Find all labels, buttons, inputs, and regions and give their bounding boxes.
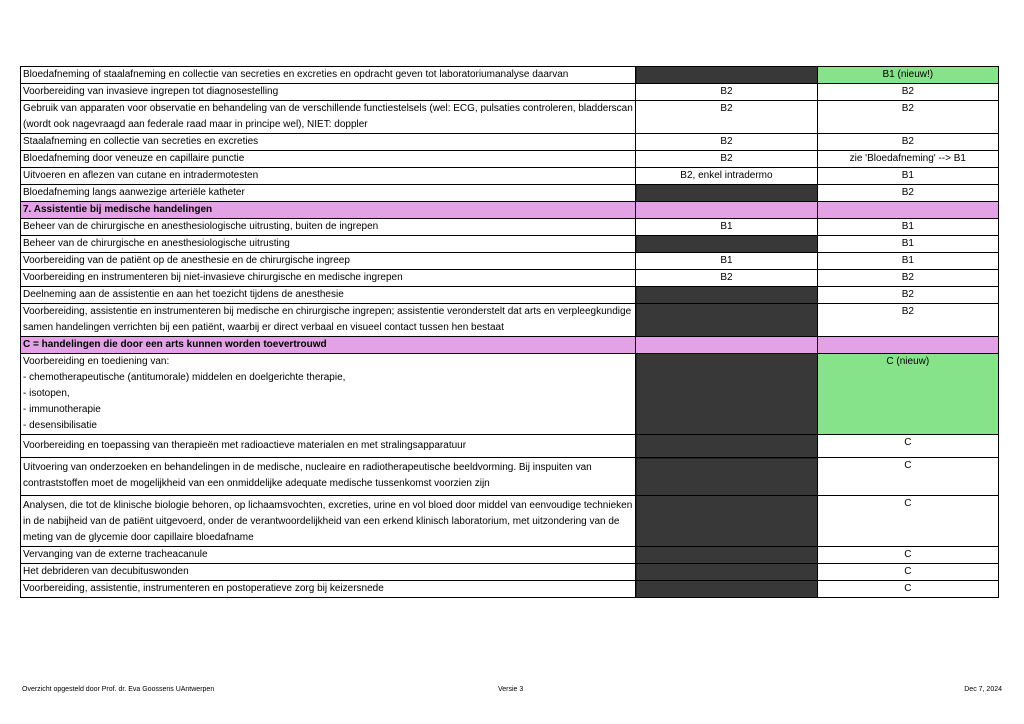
table-row [21, 304, 999, 337]
table-row [21, 287, 999, 304]
new-level-cell: B1 [817, 253, 998, 270]
row-description: Bloedafneming of staalafneming en collectie van secreties en excreties en opdracht geven tot laboratoriumanalyse daarvan [21, 67, 636, 84]
hatched-cell [636, 67, 817, 84]
new-level-cell: B2 [817, 304, 998, 337]
table-row [21, 547, 999, 564]
new-level-cell: B2 [817, 185, 998, 202]
current-level-cell: B2 [636, 270, 817, 287]
new-level-cell: B1 [817, 219, 998, 236]
list-item: - immunotherapie [23, 404, 101, 415]
current-level-cell: B1 [636, 219, 817, 236]
table-row [21, 496, 999, 547]
table-row [21, 435, 999, 458]
hatched-cell [636, 581, 817, 598]
current-level-cell: B2 [636, 84, 817, 101]
list-intro: Voorbereiding en toediening van: [23, 356, 170, 367]
row-description: Voorbereiding, assistentie en instrumenteren bij medische en chirurgische ingrepen; assistentie veronderstelt dat arts en verpleegkundige samen handelingen verrichten bij een patiënt, waarbij er direct verbaal en visueel contact tussen hen bestaat [21, 304, 636, 337]
row-description: Deelneming aan de assistentie en aan het toezicht tijdens de anesthesie [21, 287, 636, 304]
hatched-cell [636, 564, 817, 581]
row-description: Staalafneming en collectie van secreties en excreties [21, 134, 636, 151]
new-level-cell: B1 [817, 236, 998, 253]
new-level-cell: B1 (nieuw!) [817, 67, 998, 84]
table-row [21, 219, 999, 236]
new-level-cell: C [817, 458, 998, 496]
new-level-cell: C [817, 564, 998, 581]
row-description: Voorbereiding van invasieve ingrepen tot diagnosestelling [21, 84, 636, 101]
current-level-cell: B1 [636, 253, 817, 270]
table-row [21, 134, 999, 151]
table-row [21, 151, 999, 168]
row-description [21, 354, 636, 435]
row-description: Uitvoering van onderzoeken en behandelingen in de medische, nucleaire en radiotherapeutische beeldvorming. Bij inspuiten van contraststoffen moet de mogelijkheid van een onmiddelijke adequate medische tussenkomst voorzien zijn [21, 458, 636, 496]
row-description: Bloedafneming door veneuze en capillaire punctie [21, 151, 636, 168]
table-row [21, 168, 999, 185]
new-level-cell: B2 [817, 101, 998, 134]
new-level-cell: B1 [817, 168, 998, 185]
new-level-cell: C [817, 435, 998, 458]
hatched-cell [636, 236, 817, 253]
hatched-cell [636, 435, 817, 458]
table-row [21, 564, 999, 581]
hatched-cell [636, 496, 817, 547]
hatched-cell [636, 458, 817, 496]
section-cell [817, 337, 998, 354]
section-title: C = handelingen die door een arts kunnen worden toevertrouwd [21, 337, 636, 354]
current-level-cell: B2 [636, 134, 817, 151]
footer-version: Versie 3 [498, 686, 524, 693]
section-cell [636, 202, 817, 219]
table-row [21, 581, 999, 598]
list-item: - desensibilisatie [23, 420, 97, 431]
section-cell [636, 337, 817, 354]
section-header-row [21, 202, 999, 219]
hatched-cell [636, 287, 817, 304]
new-level-cell: B2 [817, 287, 998, 304]
new-level-cell: B2 [817, 134, 998, 151]
hatched-cell [636, 185, 817, 202]
footer-author: Overzicht opgesteld door Prof. dr. Eva Goossens UAntwerpen [22, 686, 215, 693]
row-description: Bloedafneming langs aanwezige arteriële katheter [21, 185, 636, 202]
row-description: Gebruik van apparaten voor observatie en behandeling van de verschillende functiestelsels (wel: ECG, pulsaties controleren, bladderscan (wordt ook nagevraagd aan federale raad maar in principe wel), NIET: doppler [21, 101, 636, 134]
row-description: Voorbereiding en toepassing van therapieën met radioactieve materialen en met stralingsapparatuur [21, 435, 636, 458]
section-title: 7. Assistentie bij medische handelingen [21, 202, 636, 219]
table-row [21, 270, 999, 287]
row-description: Analysen, die tot de klinische biologie behoren, op lichaamsvochten, excreties, urine en vol bloed door middel van eenvoudige technieken in de nabijheid van de patiënt uitgevoerd, onder de verantwoordelijkheid van een erkend klinisch laboratorium, met uitzondering van de meting van de glycemie door capillaire bloedafname [21, 496, 636, 547]
row-description: Uitvoeren en aflezen van cutane en intradermotesten [21, 168, 636, 185]
table-row [21, 84, 999, 101]
footer-date: Dec 7, 2024 [964, 686, 1002, 693]
list-item: - isotopen, [23, 388, 70, 399]
table-row [21, 185, 999, 202]
section-cell [817, 202, 998, 219]
table-row [21, 67, 999, 84]
table-row [21, 458, 999, 496]
new-level-cell: C [817, 581, 998, 598]
current-level-cell: B2 [636, 101, 817, 134]
table-row [21, 236, 999, 253]
new-level-cell: B2 [817, 270, 998, 287]
table-row [21, 253, 999, 270]
current-level-cell: B2, enkel intradermo [636, 168, 817, 185]
row-description: Beheer van de chirurgische en anesthesiologische uitrusting, buiten de ingrepen [21, 219, 636, 236]
hatched-cell [636, 547, 817, 564]
row-description: Beheer van de chirurgische en anesthesiologische uitrusting [21, 236, 636, 253]
new-level-cell: zie 'Bloedafneming' --> B1 [817, 151, 998, 168]
hatched-cell [636, 354, 817, 435]
current-level-cell: B2 [636, 151, 817, 168]
list-item: - chemotherapeutische (antitumorale) middelen en doelgerichte therapie, [23, 372, 346, 383]
row-description: Voorbereiding en instrumenteren bij niet-invasieve chirurgische en medische ingrepen [21, 270, 636, 287]
new-level-cell: B2 [817, 84, 998, 101]
new-level-cell: C [817, 496, 998, 547]
row-description: Voorbereiding van de patiënt op de anesthesie en de chirurgische ingreep [21, 253, 636, 270]
row-description: Het debrideren van decubituswonden [21, 564, 636, 581]
new-level-cell: C [817, 547, 998, 564]
hatched-cell [636, 304, 817, 337]
competency-table [20, 66, 999, 598]
row-description: Voorbereiding, assistentie, instrumenteren en postoperatieve zorg bij keizersnede [21, 581, 636, 598]
section-header-row [21, 337, 999, 354]
new-level-cell: C (nieuw) [817, 354, 998, 435]
row-description: Vervanging van de externe tracheacanule [21, 547, 636, 564]
table-row [21, 354, 999, 435]
table-row [21, 101, 999, 134]
